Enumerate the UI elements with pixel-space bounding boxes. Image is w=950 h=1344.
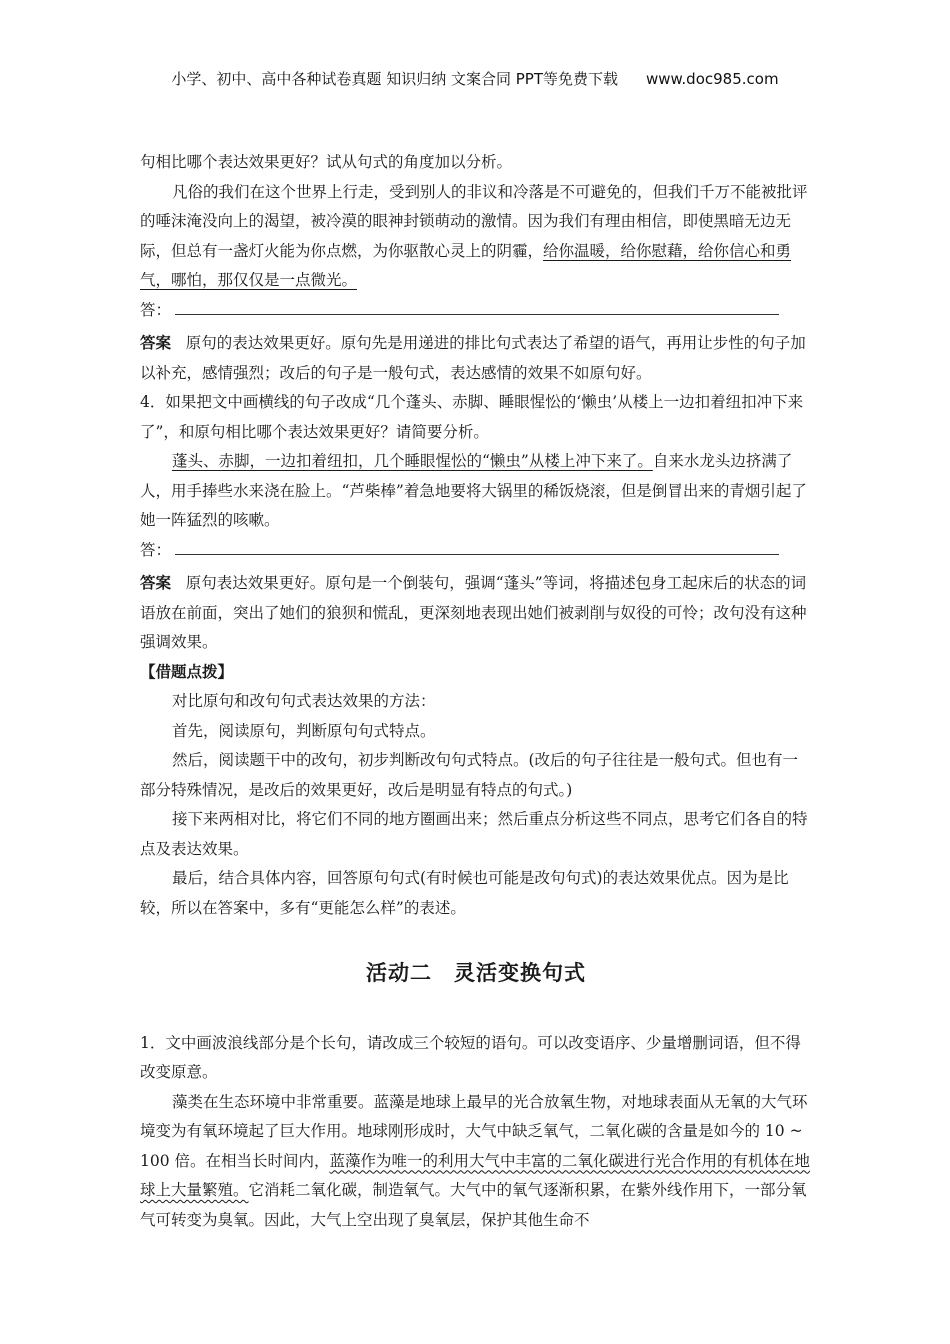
- q4-key: [140, 569, 812, 658]
- a2-q1-prompt: 1．文中画波浪线部分是个长句，请改成三个较短的语句。可以改变语序、少量增删词语，但不得改变原意。: [140, 1033, 801, 1081]
- q3-prompt-tail: 句相比哪个表达效果更好？试从句式的角度加以分析。: [140, 153, 513, 171]
- tips-p5: 最后，结合具体内容，回答原句句式(有时候也可能是改句句式)的表达效果优点。因为是比较，所以在答案中，多有“更能怎么样”的表述。: [140, 869, 789, 917]
- tips-p3: 然后，阅读题干中的改句，初步判断改句句式特点。(改后的句子往往是一般句式。但也有一部分特殊情况，是改后的效果更好，改后是明显有特点的句式。): [140, 751, 799, 799]
- answer-label: 答：: [140, 300, 172, 319]
- a2-passage-plain-1: 藻类在生态环境中非常重要。蓝藻是地球上最早的光合放氧生物，对地球表面从无氧的大气环境变为有氧环境起了巨大作用。地球刚形成时，大气中缺乏氧气，二氧化碳的含量是如今的 10 ~ 100 倍。在相当长时间内，: [140, 1092, 808, 1170]
- tips-p1: 对比原句和改句句式表达效果的方法：: [172, 692, 436, 710]
- q4-prompt: 4．如果把文中画横线的句子改成“几个蓬头、赤脚、睡眼惺忪的‘懒虫’从楼上一边扣着纽扣冲下来了”，和原句相比哪个表达效果更好？请简要分析。: [140, 393, 804, 441]
- tips-p2: 首先，阅读原句，判断原句句式特点。: [172, 721, 436, 740]
- key-label: 答案: [140, 334, 172, 352]
- key-label: 答案: [140, 574, 172, 592]
- q3-passage-underlined: 给你温暖，给你慰藉，给你信心和勇气，哪怕，那仅仅是一点微光。: [140, 241, 792, 289]
- header-site[interactable]: www.doc985.com: [645, 70, 779, 88]
- q4-passage: [140, 447, 812, 536]
- q4-passage-underlined: 蓬头、赤脚，一边扣着纽扣，几个睡眼惺忪的“懒虫”从楼上冲下来了。: [172, 452, 653, 470]
- q4-passage-plain: 自来水龙头边挤满了人，用手捧些水来浇在脸上。“芦柴棒”着急地要将大锅里的稀饭烧滚，但是倒冒出来的青烟引起了她一阵猛烈的咳嗽。: [140, 452, 807, 529]
- q3-answer-line: [140, 296, 812, 326]
- key-text: 原句表达效果更好。原句是一个倒装句，强调“蓬头”等词，将描述包身工起床后的状态的词语放在前面，突出了她们的狼狈和慌乱，更深刻地表现出她们被剥削与奴役的可怜；改句没有这种强调效果。: [140, 574, 807, 651]
- a2-passage-plain-2: 它消耗二氧化碳，制造氧气。大气中的氧气逐渐积累，在紫外线作用下，一部分氧气可转变为臭氧。因此，大气上空出现了臭氧层，保护其他生命不: [140, 1181, 807, 1229]
- page-header: [0, 68, 950, 89]
- answer-label: 答：: [140, 540, 172, 559]
- q3-passage: [140, 178, 812, 296]
- q3-key: [140, 329, 812, 388]
- a2-passage-wavy: 蓝藻作为唯一的利用大气中丰富的二氧化碳进行光合作用的有机体在地球上大量繁殖。: [140, 1151, 811, 1199]
- section-title: 活动二 灵活变换句式: [366, 961, 586, 985]
- q3-passage-plain: 凡俗的我们在这个世界上行走，受到别人的非议和冷落是不可避免的，但我们千万不能被批评的唾沫淹没向上的渴望，被冷漠的眼神封锁萌动的激情。因为我们有理由相信，即使黑暗无边无际，但总有一盏灯火能为你点燃，为你驱散心灵上的阴霾，: [140, 182, 808, 260]
- document-body: [140, 148, 812, 1235]
- tips-title: 【借题点拨】: [140, 662, 234, 681]
- a2-passage: [140, 1088, 812, 1236]
- answer-blank[interactable]: [175, 538, 779, 555]
- q4-answer-line: [140, 536, 812, 566]
- tips-p4: 接下来两相对比，将它们不同的地方圈画出来；然后重点分析这些不同点，思考它们各自的特点及表达效果。: [140, 810, 808, 858]
- header-text: 小学、初中、高中各种试卷真题 知识归纳 文案合同 PPT等免费下载: [171, 70, 618, 88]
- key-text: 原句的表达效果更好。原句先是用递进的排比句式表达了希望的语气，再用让步性的句子加以补充，感情强烈；改后的句子是一般句式，表达感情的效果不如原句好。: [140, 334, 806, 382]
- answer-blank[interactable]: [175, 298, 779, 315]
